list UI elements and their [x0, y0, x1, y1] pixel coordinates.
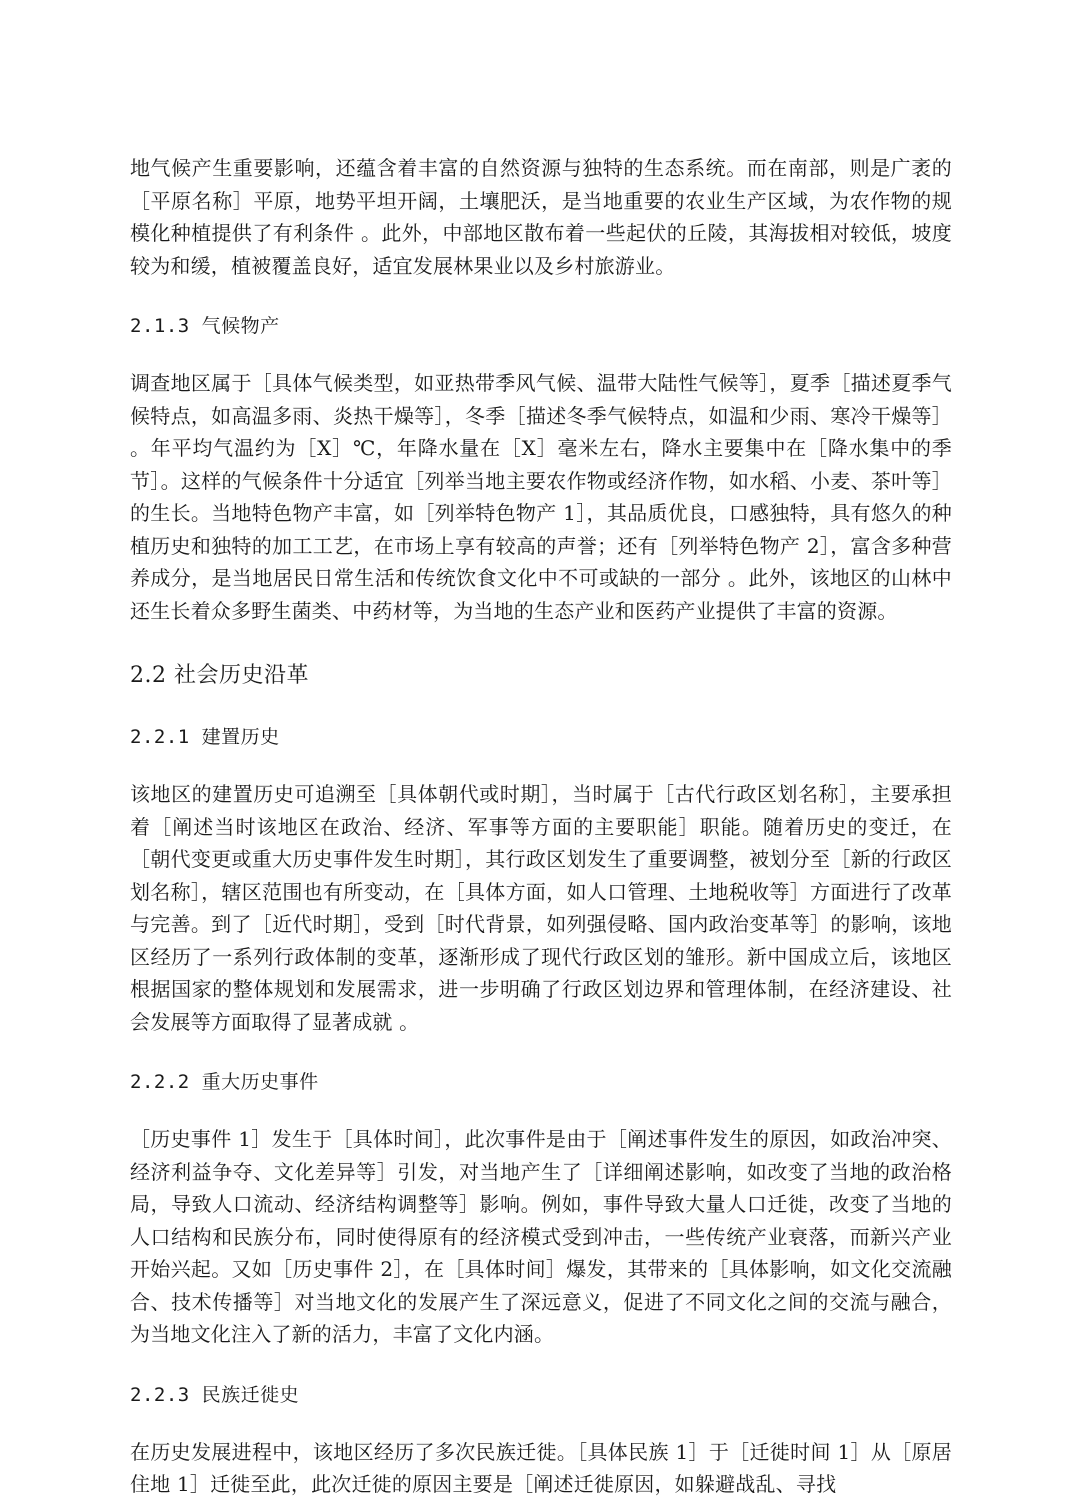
heading-2-1-3 [130, 310, 952, 342]
paragraph-climate: 调查地区属于［具体气候类型，如亚热带季风气候、温带大陆性气候等］，夏季［描述夏季气候特点，如高温多雨、炎热干燥等］，冬季［描述冬季气候特点，如温和少雨、寒冷干燥等］ 。年平均气温约为［X］℃，年降水量在［X］毫米左右，降水主要集中在［降水集中的季节］。这样的气候条件十分适宜［列举当地主要农作物或经济作物，如水稻、小麦、茶叶等］的生长。当地特色物产丰富，如［列举特色物产 1］，其品质优良，口感独特，具有悠久的种植历史和独特的加工工艺，在市场上享有较高的声誉；还有［列举特色物产 2］，富含多种营养成分，是当地居民日常生活和传统饮食文化中不可或缺的一部分 。此外，该地区的山林中还生长着众多野生菌类、中药材等，为当地的生态产业和医药产业提供了丰富的资源。 [130, 371, 952, 623]
heading-number: 2.2.2 [130, 1071, 190, 1093]
heading-number: 2.2.1 [130, 726, 190, 748]
heading-2-2 [130, 659, 952, 693]
heading-number: 2.1.3 [130, 315, 190, 337]
heading-title: 民族迁徙史 [201, 1383, 300, 1406]
heading-title: 建置历史 [201, 726, 280, 748]
heading-number: 2.2.3 [130, 1383, 190, 1406]
paragraph-establishment-history: 该地区的建置历史可追溯至［具体朝代或时期］，当时属于［古代行政区划名称］，主要承担着［阐述当时该地区在政治、经济、军事等方面的主要职能］职能。随着历史的变迁，在［朝代变更或重大历史事件发生时期］，其行政区划发生了重要调整，被划分至［新的行政区划名称］，辖区范围也有所变动，在［具体方面，如人口管理、土地税收等］方面进行了改革与完善。到了［近代时期］，受到［时代背景，如列强侵略、国内政治变革等］的影响，该地区经历了一系列行政体制的变革，逐渐形成了现代行政区划的雏形。新中国成立后，该地区根据国家的整体规划和发展需求，进一步明确了行政区划边界和管理体制，在经济建设、社会发展等方面取得了显著成就 。 [130, 782, 952, 1034]
paragraph-terrain: 地气候产生重要影响，还蕴含着丰富的自然资源与独特的生态系统。而在南部，则是广袤的［平原名称］平原，地势平坦开阔，土壤肥沃，是当地重要的农业生产区域，为农作物的规模化种植提供了有利条件 。此外，中部地区散布着一些起伏的丘陵，其海拔相对较低，坡度较为和缓，植被覆盖良好，适宜发展林果业以及乡村旅游业。 [130, 156, 952, 278]
heading-number: 2.2 [130, 663, 167, 688]
heading-title: 重大历史事件 [201, 1071, 319, 1093]
heading-2-2-1 [130, 721, 952, 753]
paragraph-historical-events: ［历史事件 1］发生于［具体时间］，此次事件是由于［阐述事件发生的原因，如政治冲突、经济利益争夺、文化差异等］引发，对当地产生了［详细阐述影响，如改变了当地的政治格局，导致人口流动、经济结构调整等］影响。例如，事件导致大量人口迁徙，改变了当地的人口结构和民族分布，同时使得原有的经济模式受到冲击，一些传统产业衰落，而新兴产业开始兴起。又如［历史事件 2］，在［具体时间］爆发，其带来的［具体影响，如文化交流融合、技术传播等］对当地文化的发展产生了深远意义，促进了不同文化之间的交流与融合，为当地文化注入了新的活力，丰富了文化内涵。 [130, 1127, 952, 1346]
heading-2-2-3 [130, 1379, 952, 1411]
heading-2-2-2 [130, 1066, 952, 1098]
document-page [130, 152, 952, 1501]
heading-title: 社会历史沿革 [174, 663, 310, 688]
heading-title: 气候物产 [201, 315, 280, 337]
paragraph-migration-history: 在历史发展进程中，该地区经历了多次民族迁徙。［具体民族 1］于［迁徙时间 1］从［原居住地 1］迁徙至此，此次迁徙的原因主要是［阐述迁徙原因，如躲避战乱、寻找 [130, 1439, 952, 1496]
